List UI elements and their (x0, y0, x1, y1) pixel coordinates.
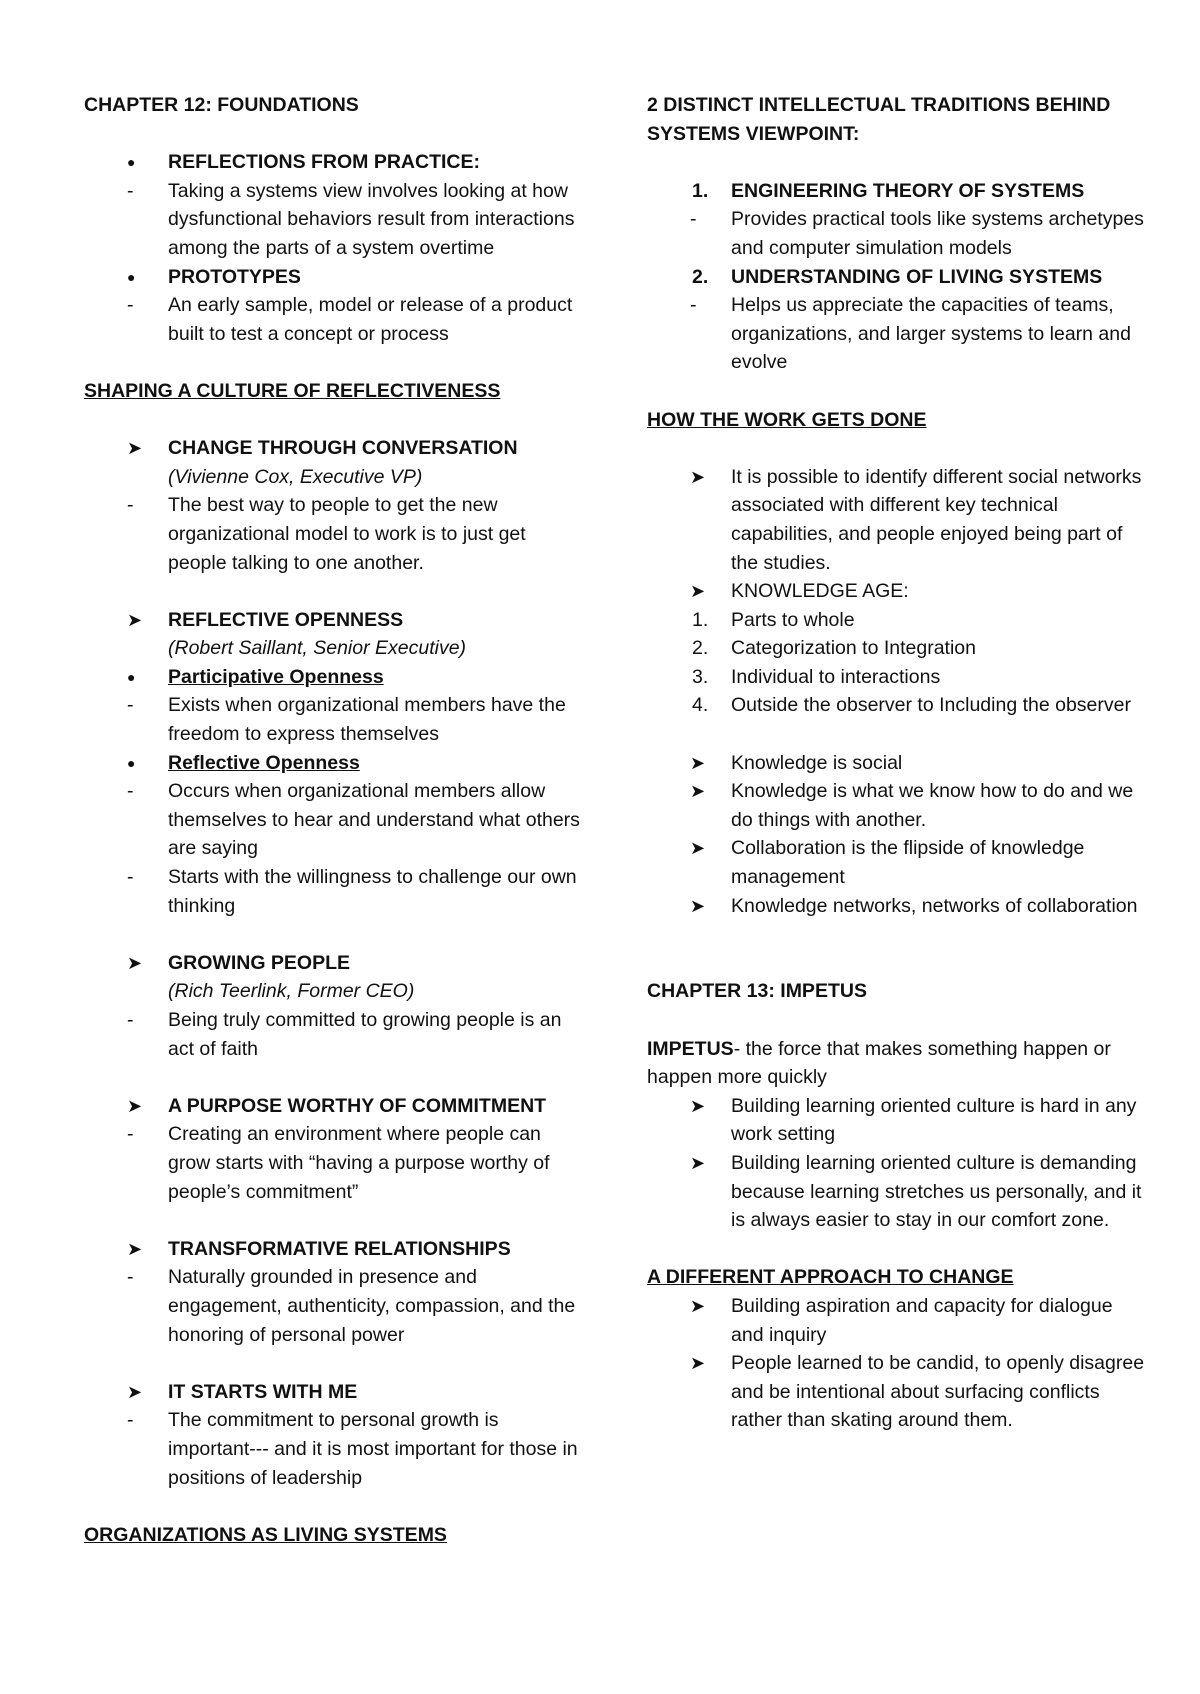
impetus-def-text: - the force that makes something happen or happen more quickly (647, 1037, 1111, 1089)
transformative-heading: ➤ TRANSFORMATIVE RELATIONSHIPS (84, 1235, 584, 1264)
dash-marker: - (127, 494, 134, 517)
tradition-2-heading: 2. UNDERSTANDING OF LIVING SYSTEMS (647, 263, 1147, 292)
starts-text: - The commitment to personal growth is important--- and it is most important for those in positions of leadership (84, 1406, 584, 1492)
reflections-heading: ● REFLECTIONS FROM PRACTICE: (84, 148, 584, 177)
knowledge-age-item: 2. Categorization to Integration (647, 634, 1147, 663)
impetus-bullet-1: ➤ Building learning oriented culture is hard in any work setting (647, 1092, 1147, 1149)
number-marker: 4. (692, 694, 709, 717)
number-marker: 1. (692, 608, 709, 631)
tradition-2-text: - Helps us appreciate the capacities of teams, organizations, and larger systems to learn and evolve (647, 291, 1147, 377)
purpose-text: - Creating an environment where people can grow starts with “having a purpose worthy of people’s commitment” (84, 1120, 584, 1206)
chapter-12-title: CHAPTER 12: FOUNDATIONS (84, 94, 359, 116)
tradition-1-text: - Provides practical tools like systems archetypes and computer simulation models (647, 205, 1147, 262)
knowledge-bullet-3: ➤ Collaboration is the flipside of knowledge management (647, 834, 1147, 891)
arrow-bullet-icon: ➤ (690, 1353, 706, 1374)
purpose-heading: ➤ A PURPOSE WORTHY OF COMMITMENT (84, 1092, 584, 1121)
approach-bullet-2: ➤ People learned to be candid, to openly disagree and be intentional about surfacing conflicts rather than skating around them. (647, 1349, 1147, 1435)
work-bullet-1: ➤ It is possible to identify different social networks associated with different key technical capabilities, and people enjoyed being part of the studies. (647, 463, 1147, 577)
tradition-1-heading: 1. ENGINEERING THEORY OF SYSTEMS (647, 177, 1147, 206)
change-text: - The best way to people to get the new organizational model to work is to just get people talking to one another. (84, 491, 584, 577)
arrow-bullet-icon: ➤ (127, 952, 143, 973)
arrow-bullet-icon: ➤ (690, 466, 706, 487)
arrow-bullet-icon: ➤ (690, 581, 706, 602)
right-column (647, 91, 1147, 1435)
approach-bullet-1: ➤ Building aspiration and capacity for dialogue and inquiry (647, 1292, 1147, 1349)
living-systems-heading: ORGANIZATIONS AS LIVING SYSTEMS (84, 1523, 447, 1546)
reflective-subheading: ● Reflective Openness (84, 749, 584, 778)
dash-marker: - (127, 866, 134, 889)
dash-marker: - (690, 208, 697, 231)
growing-heading: ➤ GROWING PEOPLE (84, 949, 584, 978)
number-marker: 2. (692, 637, 709, 660)
shaping-heading: SHAPING A CULTURE OF REFLECTIVENESS (84, 379, 501, 402)
traditions-heading: 2 DISTINCT INTELLECTUAL TRADITIONS BEHIND SYSTEMS VIEWPOINT: (647, 94, 1111, 145)
growing-text: - Being truly committed to growing people is an act of faith (84, 1006, 584, 1063)
impetus-definition (647, 1035, 1147, 1092)
knowledge-age-item: 4. Outside the observer to Including the observer (647, 691, 1147, 720)
prototypes-heading: ● PROTOTYPES (84, 263, 584, 292)
impetus-bullet-2: ➤ Building learning oriented culture is demanding because learning stretches us personally, and it is always easier to stay in our comfort zone. (647, 1149, 1147, 1235)
arrow-bullet-icon: ➤ (690, 1095, 706, 1116)
bullet-dot-icon: ● (127, 154, 136, 171)
knowledge-age-item: 1. Parts to whole (647, 606, 1147, 635)
reflective-heading: ➤ REFLECTIVE OPENNESS (84, 606, 584, 635)
work-bullet-2: ➤ KNOWLEDGE AGE: (647, 577, 1147, 606)
knowledge-bullet-1: ➤ Knowledge is social (647, 749, 1147, 778)
arrow-bullet-icon: ➤ (690, 781, 706, 802)
growing-attribution: (Rich Teerlink, Former CEO) (168, 980, 415, 1003)
reflective-attribution: (Robert Saillant, Senior Executive) (168, 637, 467, 660)
change-heading: ➤ CHANGE THROUGH CONVERSATION (84, 434, 584, 463)
chapter-13-title: CHAPTER 13: IMPETUS (647, 980, 867, 1003)
dash-marker: - (127, 1009, 134, 1031)
participative-subheading: ● Participative Openness (84, 663, 584, 692)
arrow-bullet-icon: ➤ (690, 895, 706, 916)
reflective-text-1: - Occurs when organizational members allow themselves to hear and understand what others are saying (84, 777, 584, 863)
impetus-term: IMPETUS (647, 1037, 734, 1060)
arrow-bullet-icon: ➤ (127, 1381, 143, 1402)
arrow-bullet-icon: ➤ (690, 1152, 706, 1173)
dash-marker: - (127, 780, 134, 803)
work-heading: HOW THE WORK GETS DONE (647, 408, 927, 431)
reflective-text-2: - Starts with the willingness to challenge our own thinking (84, 863, 584, 920)
number-marker: 1. (692, 179, 709, 202)
arrow-bullet-icon: ➤ (127, 1238, 143, 1259)
dash-marker: - (127, 294, 134, 317)
arrow-bullet-icon: ➤ (127, 438, 143, 459)
knowledge-bullet-4: ➤ Knowledge networks, networks of collaboration (647, 892, 1147, 921)
knowledge-age-item: 3. Individual to interactions (647, 663, 1147, 692)
transformative-text: - Naturally grounded in presence and engagement, authenticity, compassion, and the honoring of personal power (84, 1263, 584, 1349)
dash-marker: - (127, 1266, 134, 1289)
bullet-dot-icon: ● (127, 268, 136, 285)
approach-heading: A DIFFERENT APPROACH TO CHANGE (647, 1266, 1014, 1289)
change-attribution: (Vivienne Cox, Executive VP) (168, 465, 423, 488)
dash-marker: - (127, 1123, 134, 1146)
number-marker: 2. (692, 265, 709, 288)
starts-heading: ➤ IT STARTS WITH ME (84, 1378, 584, 1407)
reflections-text: - Taking a systems view involves looking at how dysfunctional behaviors result from interactions among the parts of a system overtime (84, 177, 584, 263)
arrow-bullet-icon: ➤ (690, 1295, 706, 1316)
arrow-bullet-icon: ➤ (127, 609, 143, 630)
arrow-bullet-icon: ➤ (127, 1095, 143, 1116)
dash-marker: - (127, 694, 134, 717)
bullet-dot-icon: ● (127, 754, 136, 771)
dash-marker: - (127, 179, 134, 202)
arrow-bullet-icon: ➤ (690, 838, 706, 859)
left-column (84, 91, 584, 1549)
prototypes-text: - An early sample, model or release of a product built to test a concept or process (84, 291, 584, 348)
knowledge-bullet-2: ➤ Knowledge is what we know how to do and we do things with another. (647, 777, 1147, 834)
participative-text: - Exists when organizational members have the freedom to express themselves (84, 691, 584, 748)
number-marker: 3. (692, 665, 709, 688)
arrow-bullet-icon: ➤ (690, 752, 706, 773)
dash-marker: - (690, 294, 697, 317)
bullet-dot-icon: ● (127, 668, 136, 685)
dash-marker: - (127, 1409, 134, 1432)
